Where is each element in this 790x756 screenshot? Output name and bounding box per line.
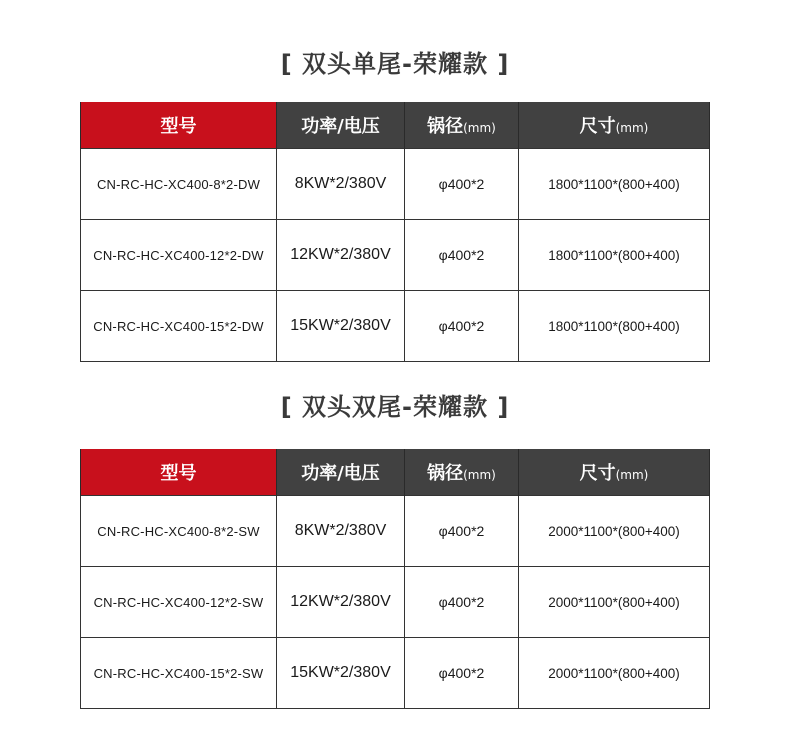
cell-power: 15KW*2/380V [277,291,405,362]
cell-power: 15KW*2/380V [277,638,405,709]
cell-size: 1800*1100*(800+400) [519,149,710,220]
header-pot-label: 锅径 [427,463,464,484]
cell-pot: φ400*2 [405,149,519,220]
cell-power: 12KW*2/380V [277,220,405,291]
table-row [81,220,710,291]
header-pot-unit: (mm) [463,468,496,482]
cell-power: 8KW*2/380V [277,149,405,220]
header-size-unit: (mm) [615,468,649,482]
cell-size: 1800*1100*(800+400) [519,220,710,291]
cell-pot: φ400*2 [405,496,519,567]
table-header-row [81,102,710,149]
header-size-label: 尺寸 [579,116,616,137]
cell-size: 1800*1100*(800+400) [519,291,710,362]
cell-pot: φ400*2 [405,567,519,638]
table-header-row [81,449,710,496]
table-row [81,567,710,638]
header-pot [405,102,519,149]
header-model: 型号 [81,102,277,149]
cell-size: 2000*1100*(800+400) [519,496,710,567]
table-row [81,638,710,709]
cell-model: CN-RC-HC-XC400-15*2-DW [81,291,277,362]
cell-power: 8KW*2/380V [277,496,405,567]
cell-model: CN-RC-HC-XC400-8*2-SW [81,496,277,567]
header-model: 型号 [81,449,277,496]
cell-pot: φ400*2 [405,291,519,362]
header-size-label: 尺寸 [579,463,616,484]
header-pot-unit: (mm) [463,121,496,135]
header-power: 功率/电压 [277,449,405,496]
cell-model: CN-RC-HC-XC400-12*2-SW [81,567,277,638]
table-row [81,291,710,362]
cell-size: 2000*1100*(800+400) [519,567,710,638]
header-size [519,102,710,149]
header-pot [405,449,519,496]
section-title-single-tail: [ 双头单尾-荣耀款 ] [280,50,510,78]
header-size-unit: (mm) [615,121,649,135]
cell-model: CN-RC-HC-XC400-12*2-DW [81,220,277,291]
section-title-double-tail: [ 双头双尾-荣耀款 ] [280,393,510,421]
cell-pot: φ400*2 [405,638,519,709]
cell-model: CN-RC-HC-XC400-15*2-SW [81,638,277,709]
spec-table-double-tail [80,449,710,709]
header-size [519,449,710,496]
table-row [81,496,710,567]
cell-power: 12KW*2/380V [277,567,405,638]
table-row [81,149,710,220]
spec-table-single-tail [80,102,710,362]
cell-size: 2000*1100*(800+400) [519,638,710,709]
header-power: 功率/电压 [277,102,405,149]
header-pot-label: 锅径 [427,116,464,137]
cell-model: CN-RC-HC-XC400-8*2-DW [81,149,277,220]
cell-pot: φ400*2 [405,220,519,291]
